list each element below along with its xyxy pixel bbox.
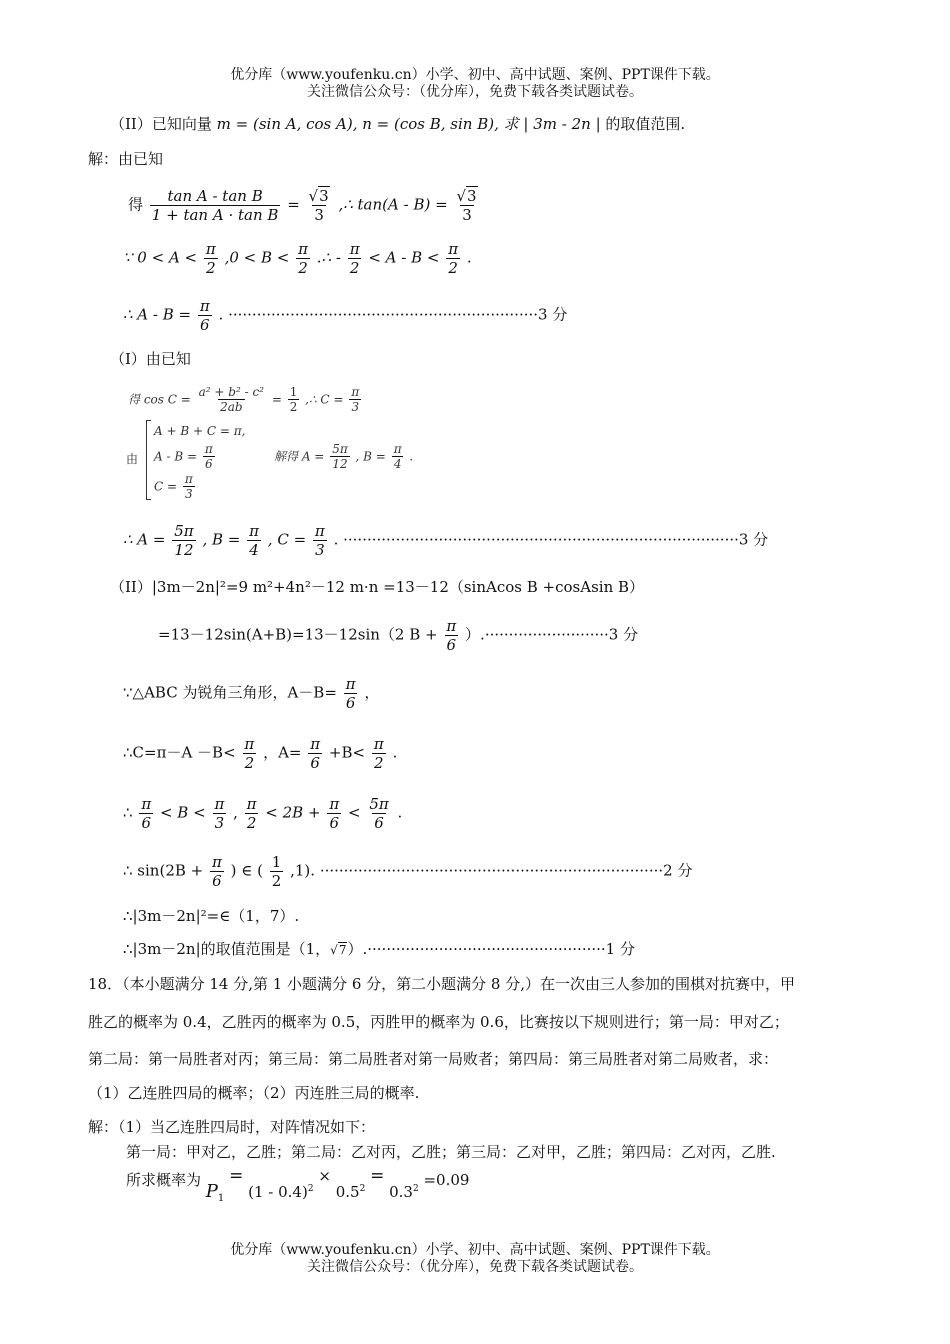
- final-range-line: ∴|3m－2n|的取值范围是（1，√7）.··················································1 分: [123, 940, 635, 958]
- vector-expansion: （II）|3m－2n|²=9 m²+4n²－12 m·n =13－12（sinAcos B +cosAsin B）: [110, 578, 645, 596]
- sin-expansion: [158, 617, 638, 654]
- dot-leader: ··························: [484, 625, 609, 644]
- pi-over-6-line6: [210, 853, 224, 890]
- cos-then: ,∴ C =: [305, 392, 344, 407]
- two: 2: [349, 259, 360, 277]
- pi: π: [446, 617, 457, 635]
- sol18-probability: [126, 1166, 470, 1204]
- line5-d: <: [347, 803, 361, 822]
- sys3a: C =: [154, 479, 178, 494]
- prob-expr: (1 - 0.4): [248, 1183, 308, 1201]
- line8-post: ）.: [347, 940, 368, 958]
- sqrt3-value: 3: [319, 187, 329, 205]
- ineq-mid3: < A - B <: [368, 248, 440, 267]
- dot-leader: ··················································: [367, 940, 606, 958]
- twelve: 12: [174, 541, 194, 559]
- three: 3: [351, 400, 360, 415]
- cos-eq: =: [271, 392, 282, 407]
- six: 6: [345, 694, 356, 712]
- de-text: 得: [128, 195, 144, 214]
- sqrt3-over-3: $\frac{√3}{3}$: [308, 187, 329, 224]
- tan-fraction: [150, 187, 281, 224]
- pi-over-2-c: [348, 240, 362, 277]
- six: 6: [446, 636, 457, 654]
- part2-label: （II）已知向量: [110, 115, 212, 133]
- system-eq-1: A + B + C = π,: [154, 424, 246, 438]
- line4-mid: ，A=: [263, 743, 302, 762]
- pi: π: [351, 385, 360, 399]
- line3-post: ，: [364, 683, 380, 702]
- pi-over-6-line4: [308, 735, 322, 772]
- six: 6: [200, 316, 210, 334]
- prob-label: 所求概率为: [126, 1171, 202, 1189]
- pi: π: [314, 522, 325, 540]
- two: 2: [289, 400, 298, 415]
- line5-b: ,: [233, 803, 238, 822]
- sys2a: A - B =: [154, 449, 198, 464]
- base-05: 0.5: [335, 1183, 360, 1201]
- res-b: , B =: [202, 530, 241, 549]
- res-a: ∴ A =: [123, 530, 166, 549]
- pi-over-6: [198, 297, 212, 334]
- solve-text: 解得 A =: [274, 449, 325, 464]
- q18-line-1: 18．（本小题满分 14 分,第 1 小题满分 6 分，第二小题满分 8 分,）在一次由三人参加的围棋对抗赛中，甲: [88, 975, 795, 993]
- amb-end: .: [218, 305, 224, 324]
- pi: π: [184, 472, 193, 486]
- cos-formula: [128, 385, 363, 415]
- pi-over-2-b: [296, 240, 310, 277]
- two: 2: [271, 872, 282, 890]
- line4-end: .: [392, 743, 398, 762]
- squared-range-line: ∴|3m－2n|²=∈（1，7）.: [123, 907, 300, 925]
- pi-over-3-line5: [212, 795, 226, 832]
- sol18-line-1: 解：（1）当乙连胜四局时，对阵情况如下：: [88, 1118, 376, 1136]
- system-eq-3: [154, 472, 197, 502]
- five-pi-over-12: [330, 442, 350, 472]
- two: 2: [244, 754, 255, 772]
- two: 2: [298, 259, 308, 277]
- part2-vectors: m = (sin A, cos A), n = (cos B, sin B), 求 | 3m - 2n |: [216, 115, 601, 133]
- sq-3: 2: [412, 1184, 419, 1194]
- inequality-line: [123, 240, 472, 277]
- pi: π: [393, 442, 402, 456]
- footer-line-2: 关注微信公众号：（优分库），免费下载各类试题试卷。: [307, 1259, 643, 1275]
- pi-over-2-d: [446, 240, 460, 277]
- times-sign: ×: [318, 1167, 331, 1185]
- pi-over-6-line2: [444, 617, 458, 654]
- four: 4: [393, 457, 402, 472]
- tan-formula: [128, 187, 482, 224]
- line8-pre: ∴|3m－2n|的取值范围是（1，: [123, 940, 331, 958]
- prob-result: =0.09: [423, 1171, 470, 1189]
- a-minus-b-result: [123, 297, 567, 334]
- system-brace: [146, 420, 151, 500]
- four: 4: [249, 541, 259, 559]
- line5-a: < B <: [159, 803, 206, 822]
- res-end: .: [333, 530, 339, 549]
- pi-over-2-line4b: [372, 735, 386, 772]
- equals-sign: =: [287, 195, 300, 214]
- line3-pre: ∵△ABC 为锐角三角形，A－B=: [123, 683, 337, 702]
- p-subscript: 1: [217, 1193, 225, 1204]
- ineq-mid1: ,0 < B <: [224, 248, 290, 267]
- header-line-2: 关注微信公众号：（优分库），免费下载各类试题试卷。: [307, 84, 643, 100]
- one-half: [288, 385, 300, 415]
- line2-post: ）.: [465, 625, 485, 644]
- pi: π: [205, 240, 216, 258]
- b-range-line: [123, 795, 402, 832]
- p-symbol: P: [205, 1181, 218, 1202]
- one: 1: [289, 385, 298, 399]
- five-pi: 5π: [332, 442, 348, 456]
- six: 6: [212, 872, 222, 890]
- score-badge: 3 分: [738, 530, 769, 549]
- line4-pre: ∴C=π－A －B<: [123, 743, 236, 762]
- eq-sign-2: =: [370, 1166, 385, 1186]
- pi: π: [345, 675, 356, 693]
- pi: π: [373, 735, 384, 753]
- system-eq-2: [154, 442, 217, 472]
- cos-lhs: 得 cos C =: [128, 392, 191, 407]
- header-line-1: 优分库（www.youfenku.cn）小学、初中、高中试题、案例、PPT课件下载。: [230, 67, 720, 83]
- angles-result: [123, 522, 768, 559]
- amb-text: ∴ A - B =: [123, 305, 192, 324]
- pi: π: [212, 853, 222, 871]
- six: 6: [310, 754, 320, 772]
- sq-1: 2: [307, 1184, 314, 1194]
- sqrt3-value-b: 3: [467, 187, 477, 205]
- denominator-3-b: 3: [462, 206, 472, 224]
- pi: π: [244, 735, 255, 753]
- five-pi: 5π: [369, 795, 389, 813]
- pi-over-3: [349, 385, 361, 415]
- part1-label: （I）由已知: [110, 350, 191, 368]
- two: 2: [246, 814, 257, 832]
- pi-over-6-line3: [344, 675, 358, 712]
- six: 6: [329, 814, 340, 832]
- cos-numerator: a² + b² - c²: [198, 385, 264, 399]
- twelve: 12: [332, 457, 348, 472]
- three: 3: [185, 487, 193, 502]
- ineq-pre: ∵ 0 < A <: [123, 248, 198, 267]
- pi: π: [329, 795, 340, 813]
- score-badge: 3 分: [538, 305, 568, 324]
- dot-leader: ·································································: [228, 305, 539, 324]
- one-half-line6: [270, 853, 284, 890]
- pi: π: [298, 240, 308, 258]
- line6-end: ,1).: [290, 861, 316, 880]
- sqrt3-over-3-b: $\frac{√3}{3}$: [456, 187, 477, 224]
- pi-over-2-line4: [242, 735, 256, 772]
- acute-triangle-line: [123, 675, 379, 712]
- you-text: 由: [126, 452, 139, 466]
- pi-over-2-line5: [245, 795, 259, 832]
- pi-over-6-line5: [139, 795, 153, 832]
- q18-line-4: （1）乙连胜四局的概率；（2）丙连胜三局的概率.: [88, 1084, 420, 1102]
- pi: π: [310, 735, 321, 753]
- two: 2: [448, 259, 458, 277]
- pi-over-3-sys: [183, 472, 195, 502]
- dot-leader: ···················································································: [343, 530, 739, 549]
- six: 6: [205, 457, 213, 472]
- six: 6: [141, 814, 152, 832]
- pi: π: [204, 442, 213, 456]
- score-badge: 1 分: [605, 940, 635, 958]
- line6-mid: ) ∈ (: [230, 861, 263, 880]
- line5-pre: ∴: [123, 803, 133, 822]
- dot-leader: ········································································: [319, 861, 664, 880]
- line5-c: < 2B +: [265, 803, 321, 822]
- score-badge: 3 分: [608, 625, 639, 644]
- ineq-mid2: .∴ -: [316, 248, 341, 267]
- part2-prompt: [110, 113, 685, 135]
- line5-end: .: [397, 803, 403, 822]
- sol18-line-2: 第一局：甲对乙，乙胜；第二局：乙对丙，乙胜；第三局：乙对甲，乙胜；第四局：乙对丙，乙胜.: [126, 1143, 776, 1161]
- pi: π: [214, 795, 225, 813]
- q18-line-2: 胜乙的概率为 0.4，乙胜丙的概率为 0.5，丙胜甲的概率为 0.6，比赛按以下规则进行；第一局：甲对乙；: [88, 1013, 789, 1031]
- sq-2: 2: [359, 1184, 366, 1194]
- ineq-end: .: [466, 248, 472, 267]
- five-pi: 5π: [174, 522, 194, 540]
- pi: π: [448, 240, 459, 258]
- res-c: , C =: [267, 530, 307, 549]
- comma-b: , B =: [355, 449, 386, 464]
- c-bound-line: [123, 735, 397, 772]
- q18-line-3: 第二局：第一局胜者对丙；第三局：第二局胜者对第一局败者；第四局：第三局胜者对第二局败者，求：: [88, 1050, 779, 1068]
- dot: .: [409, 449, 414, 464]
- score-badge: 2 分: [663, 861, 693, 880]
- tan-numerator: tan A - tan B: [167, 187, 263, 205]
- pi: π: [249, 522, 259, 540]
- two: 2: [374, 754, 384, 772]
- line6-pre: ∴ sin(2B +: [123, 861, 204, 880]
- base-03: 0.3: [389, 1183, 413, 1201]
- three: 3: [214, 814, 225, 832]
- cos-denominator: 2ab: [220, 400, 243, 415]
- res-five-pi-12: [172, 522, 195, 559]
- six: 6: [374, 814, 384, 832]
- part2-tail: 的取值范围.: [605, 115, 686, 133]
- three: 3: [315, 541, 325, 559]
- pi: π: [246, 795, 257, 813]
- cos-fraction: [197, 385, 266, 415]
- line4-mid2: +B<: [328, 743, 366, 762]
- five-pi-over-6-line5: [367, 795, 390, 832]
- therefore-tan: ,∴ tan(A - B) =: [338, 195, 448, 214]
- line2-pre: =13－12sin(A+B)=13－12sin（2 B +: [158, 625, 438, 644]
- two: 2: [206, 259, 216, 277]
- eq-sign-1: =: [229, 1166, 244, 1186]
- solution-intro: 解：由已知: [88, 150, 164, 168]
- pi: π: [141, 795, 152, 813]
- sqrt7-value: 7: [338, 943, 347, 957]
- footer-line-1: 优分库（www.youfenku.cn）小学、初中、高中试题、案例、PPT课件下载。: [230, 1242, 720, 1258]
- pi-over-6-line5b: [327, 795, 341, 832]
- solve-result: [274, 442, 413, 472]
- one: 1: [271, 853, 282, 871]
- denominator-3: 3: [314, 206, 324, 224]
- pi: π: [199, 297, 210, 315]
- sin-range-line: [123, 853, 692, 890]
- res-pi-4: [247, 522, 261, 559]
- res-pi-3: [313, 522, 327, 559]
- pi-over-2-a: [204, 240, 218, 277]
- pi-over-4: [392, 442, 404, 472]
- pi-over-6-sys: [203, 442, 215, 472]
- tan-denominator: 1 + tan A · tan B: [151, 206, 279, 224]
- pi: π: [349, 240, 360, 258]
